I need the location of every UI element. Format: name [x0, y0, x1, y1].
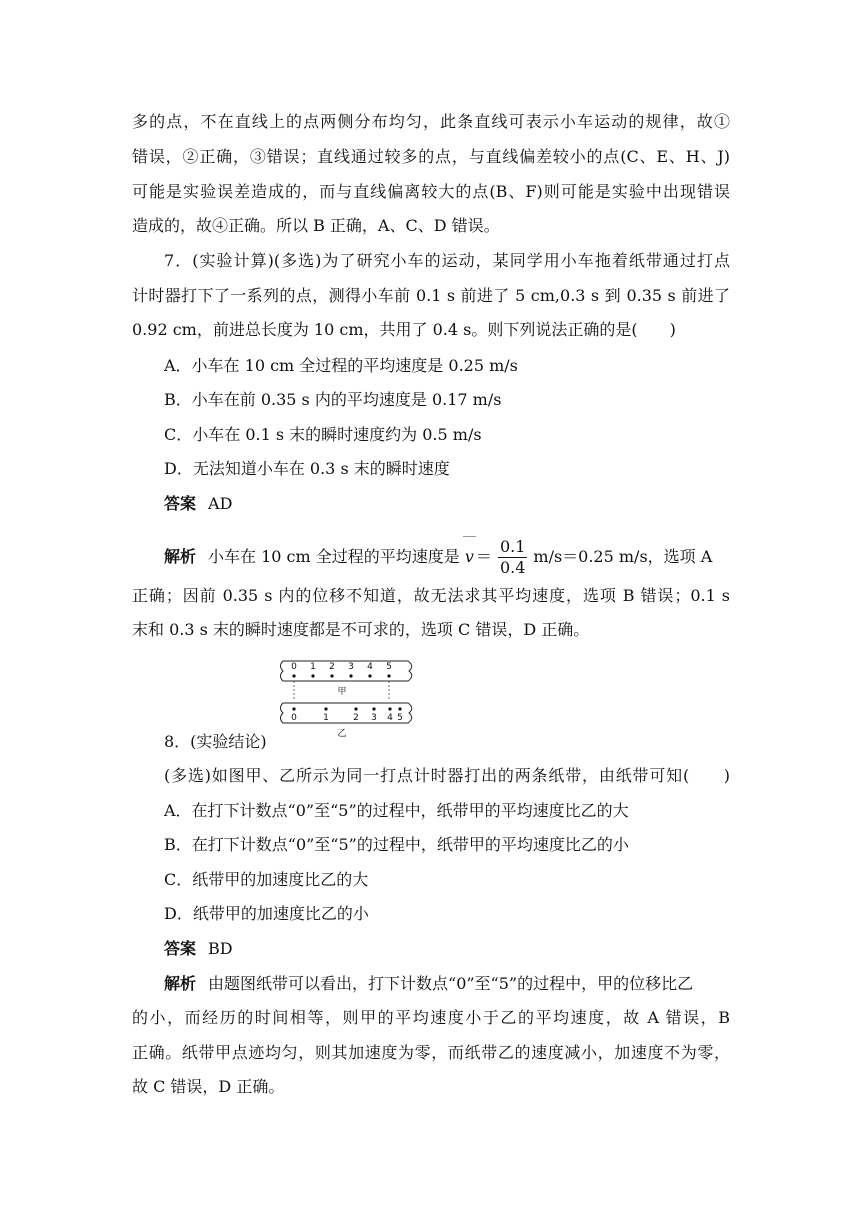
question-7-analysis: 正确；因前 0.35 s 内的位移不知道，故无法求其平均速度，选项 B 错误；0.1 s: [132, 586, 730, 605]
question-7-option-c: C．小车在 0.1 s 末的瞬时速度约为 0.5 m/s: [164, 425, 482, 444]
tape-a-dot: [349, 674, 352, 677]
question-7-analysis: 解析 小车在 10 cm 全过程的平均速度是 v ＝ $\frac{0.1}{0.4}$ m/s＝0.25 m/s，选项 A: [164, 537, 713, 577]
tape-a-label: 甲: [337, 687, 347, 697]
question-7-analysis: 末和 0.3 s 末的瞬时速度都是不可求的，选项 C 错误，D 正确。: [132, 620, 590, 639]
tape-a-tick-label: 0: [291, 662, 297, 672]
tape-a-dot: [292, 674, 295, 677]
tape-b-dot: [372, 707, 375, 710]
question-8-option-d: D．纸带甲的加速度比乙的小: [164, 904, 369, 923]
tape-b-label: 乙: [337, 729, 347, 739]
tape-a-tick-label: 1: [310, 662, 316, 672]
tape-a-dot: [387, 674, 390, 677]
tape-a-tick-label: 4: [367, 662, 373, 672]
tape-b-tick-label: 3: [371, 713, 377, 723]
tape-b-tick-label: 4: [387, 713, 393, 723]
question-7-option-b: B．小车在前 0.35 s 内的平均速度是 0.17 m/s: [164, 390, 502, 409]
question-8-option-a: A．在打下计数点“0”至“5”的过程中，纸带甲的平均速度比乙的大: [164, 801, 629, 820]
paper-tape-diagram: [280, 657, 420, 739]
question-7-stem: 0.92 cm，前进总长度为 10 cm，共用了 0.4 s。则下列说法正确的是( ): [132, 320, 676, 339]
tape-b-tick-label: 2: [353, 713, 359, 723]
tape-a-tick-label: 3: [348, 662, 354, 672]
tape-a-tick-label: 5: [386, 662, 392, 672]
text-line: 造成的，故④正确。所以 B 正确，A、C、D 错误。: [132, 216, 500, 235]
tape-b-dot: [388, 707, 391, 710]
tape-a-outline: [281, 661, 412, 681]
question-7-option-a: A．小车在 10 cm 全过程的平均速度是 0.25 m/s: [164, 356, 518, 375]
question-8-answer: 答案 BD: [164, 939, 233, 958]
question-8-analysis: 正确。纸带甲点迹均匀，则其加速度为零，而纸带乙的速度减小，加速度不为零，: [132, 1043, 730, 1062]
question-8-option-b: B．在打下计数点“0”至“5”的过程中，纸带甲的平均速度比乙的小: [164, 835, 629, 854]
tape-b-tick-label: 5: [397, 713, 403, 723]
text-line: 错误，②正确，③错误；直线通过较多的点，与直线偏差较小的点(C、E、H、J): [132, 147, 730, 166]
tape-a-dot: [368, 674, 371, 677]
question-8-analysis: 的小，而经历的时间相等，则甲的平均速度小于乙的平均速度，故 A 错误，B: [132, 1008, 730, 1027]
question-8-stem: 8．(实验结论): [164, 732, 267, 751]
tape-b-dot: [324, 707, 327, 710]
question-7-stem: 7．(实验计算)(多选)为了研究小车的运动，某同学用小车拖着纸带通过打点: [164, 251, 730, 270]
tape-b-dot: [354, 707, 357, 710]
tape-b-dot: [398, 707, 401, 710]
question-8-analysis: 故 C 错误，D 正确。: [132, 1077, 285, 1096]
tape-b-tick-label: 0: [291, 713, 297, 723]
question-8-stem: (多选)如图甲、乙所示为同一打点计时器打出的两条纸带，由纸带可知( ): [164, 766, 730, 785]
tape-a-dot: [311, 674, 314, 677]
question-8-analysis: 解析 由题图纸带可以看出，打下计数点“0”至“5”的过程中，甲的位移比乙: [164, 974, 694, 993]
tape-b-tick-label: 1: [323, 713, 329, 723]
average-velocity-symbol: v: [465, 545, 474, 569]
tape-a-tick-label: 2: [329, 662, 335, 672]
question-7-stem: 计时器打下了一系列的点，测得小车前 0.1 s 前进了 5 cm,0.3 s 到 0.35 s 前进了: [132, 286, 730, 305]
text-line: 可能是实验误差造成的，而与直线偏离较大的点(B、F)则可能是实验中出现错误: [132, 182, 730, 201]
question-7-answer: 答案 AD: [164, 494, 233, 513]
paper-tape-figure: [280, 657, 420, 739]
velocity-fraction: $\frac{0.1}{0.4}$: [499, 537, 526, 577]
question-8-option-c: C．纸带甲的加速度比乙的大: [164, 870, 369, 889]
tape-b-dot: [292, 707, 295, 710]
question-7-option-d: D．无法知道小车在 0.3 s 末的瞬时速度: [164, 459, 450, 478]
text-line: 多的点，不在直线上的点两侧分布均匀，此条直线可表示小车运动的规律，故①: [132, 112, 730, 131]
tape-a-dot: [330, 674, 333, 677]
